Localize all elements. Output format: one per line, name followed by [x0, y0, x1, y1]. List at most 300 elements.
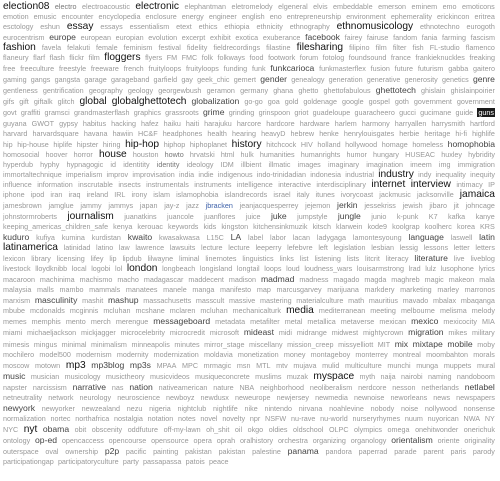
tag-link[interactable]: ontology: [3, 435, 31, 445]
tag-link[interactable]: patois: [185, 457, 205, 467]
tag-link[interactable]: islamophobia: [176, 189, 219, 199]
tag-link[interactable]: juanflores: [204, 211, 236, 221]
tag-link[interactable]: ghettofabulous: [323, 86, 371, 96]
tag-link[interactable]: guns: [478, 108, 494, 118]
tag-link[interactable]: p2p: [104, 445, 120, 456]
tag-link[interactable]: nuum: [404, 413, 423, 423]
tag-link[interactable]: entrepreneurship: [286, 12, 342, 22]
tag-link[interactable]: manele: [163, 285, 187, 295]
tag-link[interactable]: marcusgarvey: [276, 285, 322, 295]
tag-link[interactable]: linernotes: [205, 254, 237, 264]
tag-link[interactable]: organology: [350, 435, 387, 445]
tag-link[interactable]: kitchensinkmuzik: [253, 221, 308, 231]
tag-link[interactable]: mcluhan: [200, 306, 228, 316]
tag-link[interactable]: homophobia: [447, 138, 495, 149]
tag-link[interactable]: guaracheero: [354, 108, 395, 118]
tag-link[interactable]: melody: [471, 306, 495, 316]
tag-link[interactable]: grinspoon: [258, 108, 291, 118]
tag-link[interactable]: immortaltechnique: [3, 169, 62, 179]
tag-link[interactable]: organizing: [312, 435, 346, 445]
tag-link[interactable]: miscellany: [249, 339, 283, 349]
tag-link[interactable]: parade: [394, 446, 417, 456]
tag-link[interactable]: inequality: [435, 169, 466, 179]
tag-link[interactable]: exotica: [235, 33, 259, 43]
tag-link[interactable]: metafilter: [250, 317, 280, 327]
tag-link[interactable]: midi: [278, 328, 293, 338]
tag-link[interactable]: jamaica: [459, 188, 495, 200]
tag-link[interactable]: nightclub: [177, 403, 207, 413]
tag-link[interactable]: fusion: [370, 64, 390, 74]
tag-link[interactable]: morals: [473, 349, 495, 359]
tag-link[interactable]: grandmasterflash: [73, 108, 130, 118]
tag-link[interactable]: nas: [111, 382, 124, 392]
tag-link[interactable]: metallica: [307, 317, 336, 327]
tag-link[interactable]: melisma: [439, 306, 467, 316]
tag-link[interactable]: nirvana: [298, 403, 323, 413]
tag-link[interactable]: gender: [260, 74, 288, 85]
tag-link[interactable]: opencaccess: [61, 435, 104, 445]
tag-link[interactable]: globalghettotech: [111, 96, 187, 108]
tag-link[interactable]: juancole: [166, 211, 194, 221]
tag-link[interactable]: elgeneral: [278, 2, 308, 11]
tag-link[interactable]: hoover: [45, 149, 68, 159]
tag-link[interactable]: manga: [192, 285, 215, 295]
tag-link[interactable]: modernism: [76, 349, 112, 359]
tag-link[interactable]: hitchcock: [266, 139, 297, 149]
tag-link[interactable]: house: [98, 148, 127, 160]
tag-link[interactable]: montageboy: [310, 349, 351, 359]
tag-link[interactable]: mcginnis: [69, 306, 99, 316]
tag-link[interactable]: journalism: [67, 210, 114, 222]
tag-link[interactable]: jackmusic: [379, 189, 411, 199]
tag-link[interactable]: humanrights: [300, 149, 341, 159]
tag-link[interactable]: oval: [45, 446, 59, 456]
tag-link[interactable]: jbracken: [205, 200, 233, 210]
tag-link[interactable]: licensing: [56, 254, 85, 264]
tag-link[interactable]: korea: [456, 221, 475, 231]
tag-link[interactable]: notation: [147, 413, 174, 423]
tag-link[interactable]: keeping_americas_children_safe: [3, 221, 109, 231]
tag-link[interactable]: election08: [3, 1, 50, 12]
tag-link[interactable]: oldschool: [293, 424, 324, 434]
tag-link[interactable]: houston: [132, 149, 159, 159]
tag-link[interactable]: multiculture: [344, 360, 382, 370]
tag-link[interactable]: kids: [203, 221, 217, 231]
tag-link[interactable]: peace: [208, 457, 229, 467]
tag-link[interactable]: kuduro: [3, 232, 30, 243]
tag-link[interactable]: mbaqanga: [460, 296, 495, 306]
tag-link[interactable]: indy: [418, 169, 432, 179]
tag-link[interactable]: generosity: [404, 75, 438, 85]
tag-link[interactable]: juke: [270, 210, 287, 221]
tag-link[interactable]: intelligence: [236, 179, 273, 189]
tag-link[interactable]: party: [122, 457, 139, 467]
tag-link[interactable]: indie: [198, 169, 214, 179]
tag-link[interactable]: MPC: [182, 360, 199, 370]
tag-link[interactable]: marronos: [464, 285, 495, 295]
tag-link[interactable]: islandrecords: [224, 189, 268, 199]
tag-link[interactable]: hip: [3, 139, 13, 149]
tag-link[interactable]: facebook: [305, 32, 340, 43]
tag-link[interactable]: nike: [244, 403, 258, 413]
tag-link[interactable]: outerspace: [3, 446, 39, 456]
tag-link[interactable]: MPAA: [156, 360, 177, 370]
tag-link[interactable]: erickincon: [437, 12, 470, 22]
tag-link[interactable]: pandora: [325, 446, 352, 456]
tag-link[interactable]: ownership: [65, 446, 99, 456]
tag-link[interactable]: intimacy: [456, 179, 483, 189]
tag-link[interactable]: nonsense: [463, 403, 495, 413]
tag-link[interactable]: narcissism: [32, 382, 67, 392]
tag-link[interactable]: oldies: [268, 424, 288, 434]
tag-link[interactable]: iraq: [68, 189, 81, 199]
tag-link[interactable]: fieldrecordings: [213, 43, 261, 53]
tag-link[interactable]: muzak: [286, 371, 308, 381]
tag-link[interactable]: listening: [314, 254, 341, 264]
tag-link[interactable]: hybridity: [468, 149, 495, 159]
tag-link[interactable]: nyt: [23, 423, 38, 435]
tag-link[interactable]: mbalax: [432, 296, 457, 306]
tag-link[interactable]: mbube: [3, 306, 25, 316]
tag-link[interactable]: onehitwonder: [415, 424, 459, 434]
tag-link[interactable]: eritrea: [474, 12, 495, 22]
tag-link[interactable]: michaeljackson: [27, 328, 77, 338]
tag-link[interactable]: language: [408, 232, 444, 243]
tag-link[interactable]: newzealand: [81, 403, 121, 413]
tag-link[interactable]: kumina: [61, 233, 85, 243]
tag-link[interactable]: jeanjacquesperrey: [239, 200, 299, 210]
tag-link[interactable]: ghana: [273, 86, 294, 96]
tag-link[interactable]: internet: [371, 178, 406, 190]
tag-link[interactable]: freeware: [90, 64, 119, 74]
tag-link[interactable]: industrial: [345, 169, 374, 179]
tag-link[interactable]: mirror_stage: [204, 339, 245, 349]
tag-link[interactable]: mcluhan: [103, 306, 131, 316]
tag-link[interactable]: geramon: [206, 86, 235, 96]
tag-link[interactable]: media: [286, 305, 314, 317]
tag-link[interactable]: homeless: [412, 139, 444, 149]
tag-link[interactable]: orientalism: [391, 434, 433, 445]
tag-link[interactable]: fandom: [393, 33, 418, 43]
tag-link[interactable]: ireland: [86, 189, 109, 199]
tag-link[interactable]: industry: [378, 168, 414, 180]
tag-link[interactable]: kwaito: [127, 232, 153, 243]
tag-link[interactable]: ghettotech: [375, 85, 416, 96]
tag-link[interactable]: havana: [83, 128, 108, 138]
tag-link[interactable]: musicology: [64, 371, 101, 381]
tag-link[interactable]: graffiti: [20, 108, 41, 118]
tag-link[interactable]: letter: [453, 243, 470, 253]
tag-link[interactable]: marley: [437, 285, 459, 295]
tag-link[interactable]: energy: [181, 12, 204, 22]
tag-link[interactable]: gangs: [30, 75, 51, 85]
tag-link[interactable]: kufiya: [36, 233, 55, 243]
tag-link[interactable]: moby: [477, 339, 495, 349]
tag-link[interactable]: mediterranean: [318, 306, 366, 316]
tag-link[interactable]: makeon: [448, 275, 475, 285]
tag-link[interactable]: loudness_wars: [304, 264, 353, 274]
tag-link[interactable]: fidelity: [186, 43, 208, 53]
tag-link[interactable]: img: [438, 159, 451, 169]
tag-link[interactable]: leeperry: [255, 243, 282, 253]
tag-link[interactable]: encounter: [61, 12, 94, 22]
tag-link[interactable]: okgo: [247, 424, 264, 434]
tag-link[interactable]: jazz: [186, 200, 199, 210]
tag-link[interactable]: ethnomusicology: [336, 21, 414, 33]
tag-link[interactable]: NBA: [239, 382, 255, 392]
tag-link[interactable]: MIT: [377, 339, 391, 349]
tag-link[interactable]: naming: [427, 371, 452, 381]
tag-link[interactable]: neworleans: [390, 392, 428, 402]
tag-link[interactable]: gramsci: [44, 108, 70, 118]
tag-link[interactable]: op-ed: [35, 434, 58, 445]
tag-link[interactable]: filastine: [266, 43, 291, 53]
tag-link[interactable]: latinidad: [63, 243, 91, 253]
tag-link[interactable]: left: [318, 243, 328, 253]
tag-link[interactable]: HC&F: [138, 128, 158, 138]
tag-link[interactable]: mikes: [448, 328, 468, 338]
tag-link[interactable]: ghislain: [421, 86, 446, 96]
tag-link[interactable]: filesharing: [296, 42, 344, 54]
tag-link[interactable]: lecture: [228, 243, 250, 253]
tag-link[interactable]: harrysmith: [431, 118, 465, 128]
tag-link[interactable]: kafka: [448, 211, 466, 221]
tag-link[interactable]: K7: [428, 211, 438, 221]
tag-link[interactable]: henke: [319, 128, 339, 138]
tag-link[interactable]: hiphoplanet: [189, 139, 228, 149]
tag-link[interactable]: gabba: [448, 64, 469, 74]
tag-link[interactable]: juanatkins: [124, 211, 157, 221]
tag-link[interactable]: omega: [387, 424, 410, 434]
tag-link[interactable]: munga: [416, 360, 439, 370]
tag-link[interactable]: mulid: [322, 360, 340, 370]
tag-link[interactable]: eminem: [411, 2, 438, 11]
tag-link[interactable]: juice: [245, 211, 261, 221]
tag-link[interactable]: gentrification: [42, 86, 84, 96]
tag-link[interactable]: newboyz: [166, 392, 195, 402]
tag-link[interactable]: gemert: [233, 75, 257, 85]
tag-link[interactable]: musician: [30, 371, 60, 381]
tag-link[interactable]: illbient: [240, 159, 262, 169]
tag-link[interactable]: KRS: [480, 221, 495, 231]
tag-link[interactable]: oprah: [216, 435, 236, 445]
tag-link[interactable]: network: [48, 392, 74, 402]
tag-link[interactable]: eurocentrism: [3, 33, 45, 43]
tag-link[interactable]: inequity: [470, 169, 495, 179]
tag-link[interactable]: FL-studio: [429, 43, 460, 53]
tag-link[interactable]: esctology: [3, 22, 34, 32]
tag-link[interactable]: mochilero: [3, 349, 35, 359]
tag-link[interactable]: legislation: [333, 243, 366, 253]
tag-link[interactable]: islam: [153, 189, 170, 199]
tag-link[interactable]: futurism: [417, 64, 444, 74]
tag-link[interactable]: guyana: [3, 118, 27, 128]
tag-link[interactable]: future: [394, 64, 414, 74]
tag-link[interactable]: johnstormroberts: [3, 211, 57, 221]
tag-link[interactable]: midwest: [331, 328, 359, 338]
tag-link[interactable]: liminal: [179, 254, 200, 264]
tag-link[interactable]: newyork: [3, 402, 35, 413]
tag-link[interactable]: merengue: [115, 317, 149, 327]
tag-link[interactable]: hiring: [102, 139, 121, 149]
tag-link[interactable]: gift: [19, 97, 29, 107]
tag-link[interactable]: maghreb: [391, 275, 420, 285]
tag-link[interactable]: flarf: [33, 53, 46, 63]
tag-link[interactable]: harvardsquare: [32, 128, 79, 138]
tag-link[interactable]: genetics: [441, 75, 469, 85]
tag-link[interactable]: lipdub: [122, 254, 142, 264]
tag-link[interactable]: magda: [364, 275, 387, 285]
tag-link[interactable]: generation: [328, 75, 363, 85]
tag-link[interactable]: lifey: [90, 254, 104, 264]
tag-link[interactable]: oddfuture: [127, 424, 159, 434]
tag-link[interactable]: interview: [410, 178, 451, 190]
tag-link[interactable]: mauritius: [368, 296, 398, 306]
tag-link[interactable]: off-my-lawn: [163, 424, 201, 434]
tag-link[interactable]: ideology: [186, 159, 214, 169]
tag-link[interactable]: france: [390, 53, 411, 63]
tag-link[interactable]: oriente: [437, 435, 460, 445]
tag-link[interactable]: library: [31, 254, 51, 264]
tag-link[interactable]: NYC: [3, 424, 19, 434]
tag-link[interactable]: moombahton: [426, 349, 469, 359]
tag-link[interactable]: homosocial: [3, 149, 40, 159]
tag-link[interactable]: hardware: [299, 118, 330, 128]
tag-link[interactable]: gangsta: [54, 75, 81, 85]
tag-link[interactable]: novel: [200, 413, 218, 423]
tag-link[interactable]: hip-hop: [125, 138, 160, 150]
tag-link[interactable]: haiti: [185, 118, 200, 128]
tag-link[interactable]: imaginary: [327, 159, 360, 169]
tag-link[interactable]: iran: [50, 189, 63, 199]
tag-link[interactable]: holland: [317, 139, 341, 149]
tag-link[interactable]: nurseryrhymes: [352, 413, 401, 423]
tag-link[interactable]: npr: [249, 413, 261, 423]
tag-link[interactable]: mashup: [107, 295, 139, 306]
tag-link[interactable]: nation: [129, 381, 153, 392]
tag-link[interactable]: instruments: [194, 179, 232, 189]
tag-link[interactable]: money: [283, 349, 306, 359]
tag-link[interactable]: emerson: [378, 2, 407, 11]
tag-link[interactable]: gaming: [3, 75, 27, 85]
tag-link[interactable]: lessons: [423, 243, 449, 253]
tag-link[interactable]: film: [88, 53, 100, 63]
tag-link[interactable]: ivorycoast: [340, 189, 374, 199]
tag-link[interactable]: hiphop: [163, 139, 186, 149]
tag-link[interactable]: literature: [414, 253, 448, 264]
tag-link[interactable]: jammys: [108, 200, 134, 210]
tag-link[interactable]: funk: [251, 64, 266, 74]
tag-link[interactable]: influence: [3, 179, 32, 189]
tag-link[interactable]: geography: [88, 86, 123, 96]
tag-link[interactable]: haiku: [163, 118, 181, 128]
tag-link[interactable]: laswell: [450, 233, 473, 243]
tag-link[interactable]: opencourse: [108, 435, 147, 445]
tag-link[interactable]: eshun: [40, 22, 60, 32]
tag-link[interactable]: macaroon: [3, 275, 35, 285]
tag-link[interactable]: kurdistan: [91, 233, 121, 243]
tag-link[interactable]: hyperdub: [3, 159, 33, 169]
tag-link[interactable]: newnoise: [353, 392, 385, 402]
tag-link[interactable]: electro: [54, 2, 77, 11]
tag-link[interactable]: koolgrap: [392, 221, 420, 231]
tag-link[interactable]: fotolog: [322, 53, 345, 63]
tag-link[interactable]: northafrica: [75, 413, 110, 423]
tag-link[interactable]: lessig: [399, 243, 419, 253]
tag-link[interactable]: k-punk: [396, 211, 419, 221]
tag-link[interactable]: grime: [202, 107, 225, 118]
tag-link[interactable]: newjersey: [276, 392, 310, 402]
tag-link[interactable]: jamesbrown: [3, 200, 42, 210]
tag-link[interactable]: gentleness: [3, 86, 38, 96]
tag-link[interactable]: exuberance: [262, 33, 301, 43]
tag-link[interactable]: gypsy: [59, 118, 78, 128]
tag-link[interactable]: paris: [450, 446, 467, 456]
tag-link[interactable]: naija: [380, 371, 396, 381]
tag-link[interactable]: forum: [299, 53, 319, 63]
tag-link[interactable]: modernity: [116, 349, 149, 359]
tag-link[interactable]: electroacoustic: [81, 2, 130, 11]
tag-link[interactable]: metal: [284, 317, 303, 327]
tag-link[interactable]: ethiopia: [224, 22, 250, 32]
tag-link[interactable]: ghetto: [298, 86, 319, 96]
tag-link[interactable]: highlife: [472, 128, 495, 138]
tag-link[interactable]: film: [375, 43, 387, 53]
tag-link[interactable]: global: [79, 96, 107, 108]
tag-link[interactable]: model500: [39, 349, 71, 359]
tag-link[interactable]: newmedia: [315, 392, 348, 402]
tag-link[interactable]: gifs: [3, 97, 15, 107]
tag-link[interactable]: english: [241, 12, 265, 22]
tag-link[interactable]: mento: [65, 317, 86, 327]
tag-link[interactable]: georgewbush: [158, 86, 202, 96]
tag-link[interactable]: illmatic: [268, 159, 291, 169]
tag-link[interactable]: mashit: [82, 296, 104, 306]
tag-link[interactable]: flaneury: [3, 53, 29, 63]
tag-link[interactable]: muslims: [255, 371, 282, 381]
tag-link[interactable]: hawiin: [112, 128, 133, 138]
tag-link[interactable]: geek_chic: [197, 75, 230, 85]
tag-link[interactable]: government: [413, 97, 452, 107]
tag-link[interactable]: lusophone: [440, 264, 474, 274]
tag-link[interactable]: nesson: [392, 382, 416, 392]
tag-link[interactable]: klarwein: [336, 221, 363, 231]
tag-link[interactable]: irony: [131, 189, 148, 199]
tag-link[interactable]: lefebvre: [287, 243, 313, 253]
tag-link[interactable]: jumpstyle: [297, 211, 328, 221]
tag-link[interactable]: health: [207, 128, 227, 138]
tag-link[interactable]: identity: [156, 159, 180, 169]
tag-link[interactable]: law: [118, 243, 130, 253]
tag-link[interactable]: noahlevine: [329, 403, 364, 413]
tag-link[interactable]: lesbian: [371, 243, 394, 253]
tag-link[interactable]: notes: [177, 413, 196, 423]
tag-link[interactable]: keywords: [168, 221, 199, 231]
tag-link[interactable]: merch: [90, 317, 111, 327]
tag-link[interactable]: information: [37, 179, 73, 189]
tag-link[interactable]: ethnicity: [256, 22, 283, 32]
tag-link[interactable]: lawrence: [135, 243, 165, 253]
tag-link[interactable]: novelty: [222, 413, 246, 423]
tag-link[interactable]: fish: [412, 43, 424, 53]
tag-link[interactable]: MTL: [256, 360, 271, 370]
tag-link[interactable]: OLPC: [328, 424, 349, 434]
tag-link[interactable]: oh_shit: [206, 424, 230, 434]
tag-link[interactable]: musictheory: [105, 371, 145, 381]
tag-link[interactable]: female: [96, 43, 118, 53]
tag-link[interactable]: gold: [284, 97, 299, 107]
tag-link[interactable]: emo: [442, 2, 457, 11]
